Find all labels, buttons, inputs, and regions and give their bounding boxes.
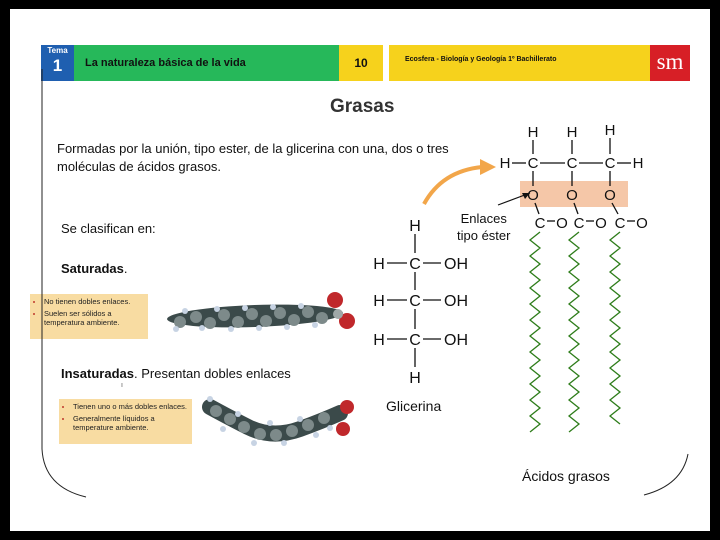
acid-backbone — [500, 122, 648, 232]
svg-text:O: O — [566, 187, 578, 204]
svg-text:C: C — [614, 215, 626, 232]
svg-text:C: C — [409, 256, 421, 273]
note-item: • Generalmente líquidos a temperature ambiente. — [73, 414, 188, 432]
acid-bonds — [512, 138, 635, 221]
fatty-acids-label: Ácidos grasos — [522, 468, 610, 484]
unsaturated-molecule-model — [207, 396, 354, 446]
svg-text:H: H — [604, 122, 616, 139]
saturated-label: Saturadas — [61, 261, 124, 276]
book-title: Ecosfera - Biología y Geología 1º Bachillerato — [389, 45, 650, 81]
saturated-suffix: . — [123, 261, 128, 276]
unsaturated-suffix: . Presentan dobles enlaces — [133, 366, 291, 381]
svg-text:O: O — [636, 215, 648, 232]
svg-text:C: C — [566, 155, 578, 172]
publisher-logo: sm — [650, 45, 690, 81]
svg-text:C: C — [573, 215, 585, 232]
diagram-svg — [10, 9, 710, 531]
page-title: Grasas — [330, 96, 395, 117]
svg-text:C: C — [409, 332, 421, 349]
svg-text:C: C — [534, 215, 546, 232]
svg-text:C: C — [527, 155, 539, 172]
unit-title: La naturaleza básica de la vida — [74, 45, 339, 81]
stray-mark: ı — [121, 382, 123, 389]
svg-text:H: H — [373, 332, 385, 349]
svg-text:O: O — [556, 215, 568, 232]
page-number: 10 — [339, 45, 383, 81]
reaction-arrow — [424, 167, 482, 204]
svg-text:O: O — [604, 187, 616, 204]
left-bracket — [42, 69, 86, 497]
glycerin-label: Glicerina — [386, 398, 442, 414]
saturated-molecule-model — [167, 292, 355, 332]
intro-text: Formadas por la unión, tipo ester, de la glicerina con una, dos o tres moléculas de ácidos grasos. — [57, 141, 449, 174]
note-item: • No tienen dobles enlaces. — [44, 297, 144, 306]
glycerin-structure — [373, 218, 468, 387]
note-item: • Tienen uno o más dobles enlaces. — [73, 402, 188, 411]
ester-label-line1: Enlaces — [460, 211, 507, 226]
svg-text:H: H — [373, 256, 385, 273]
svg-text:H: H — [409, 218, 421, 235]
svg-text:H: H — [527, 124, 539, 141]
svg-text:H: H — [566, 124, 578, 141]
svg-text:H: H — [409, 370, 421, 387]
svg-text:O: O — [527, 187, 539, 204]
svg-text:OH: OH — [444, 293, 468, 310]
reaction-arrow-head — [480, 159, 496, 175]
slide — [10, 9, 710, 531]
unsaturated-label: Insaturadas — [61, 366, 134, 381]
ester-label-line2: tipo éster — [457, 228, 511, 243]
svg-text:H: H — [499, 155, 511, 172]
svg-text:C: C — [604, 155, 616, 172]
svg-text:C: C — [409, 293, 421, 310]
right-bracket — [644, 454, 688, 495]
tema-number: 1 — [52, 56, 63, 75]
classify-text: Se clasifican en: — [61, 221, 156, 236]
tema-label: Tema — [47, 46, 68, 55]
note-item: • Suelen ser sólidos a temperatura ambiente. — [44, 309, 144, 327]
svg-text:O: O — [595, 215, 607, 232]
svg-text:OH: OH — [444, 332, 468, 349]
fatty-acid-chains — [530, 232, 620, 432]
svg-text:H: H — [632, 155, 644, 172]
svg-text:OH: OH — [444, 256, 468, 273]
svg-text:H: H — [373, 293, 385, 310]
